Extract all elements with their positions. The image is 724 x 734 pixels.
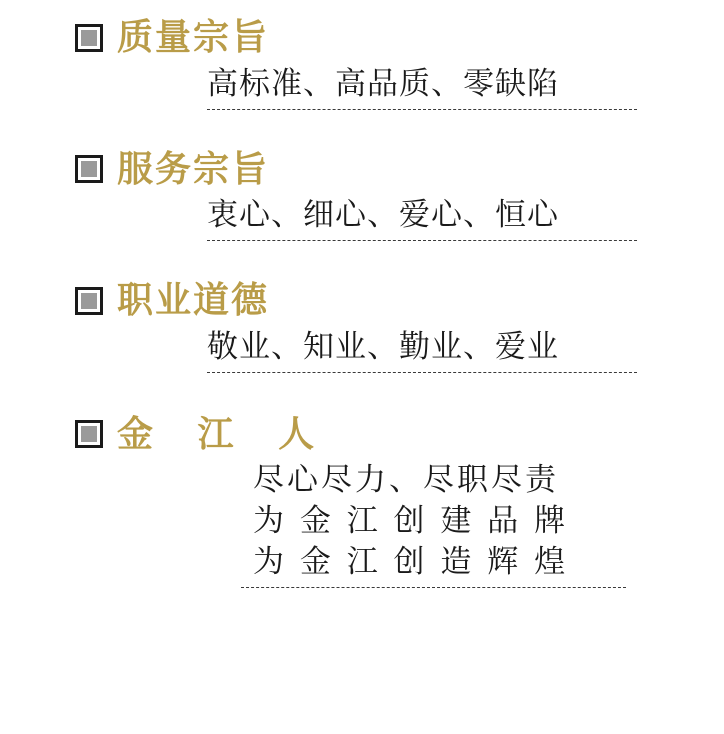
- body-line: 为 金 江 创 建 品 牌: [253, 503, 569, 539]
- filled-square-icon: [75, 24, 103, 52]
- section-professional-ethics: [75, 281, 684, 373]
- section-body: [75, 327, 684, 373]
- section-heading-row: [75, 18, 684, 58]
- section-heading: 职业道德: [117, 279, 270, 321]
- body-line: 为 金 江 创 造 辉 煌: [253, 543, 569, 580]
- section-body: [75, 64, 684, 110]
- section-heading: 服务宗旨: [117, 147, 270, 190]
- section-heading-row: [75, 147, 684, 190]
- section-heading: 质量宗旨: [117, 16, 270, 58]
- body-line: 尽心尽力、尽职尽责: [253, 462, 559, 499]
- dashed-divider: [207, 372, 637, 373]
- dashed-divider: [241, 587, 626, 588]
- body-line: 高标准、高品质、零缺陷: [207, 65, 559, 102]
- dashed-divider: [207, 240, 637, 241]
- section-jinjiang-people: [75, 412, 684, 588]
- section-heading-row: [75, 412, 684, 455]
- section-service-purpose: [75, 147, 684, 242]
- section-heading-row: [75, 281, 684, 321]
- section-body: [75, 460, 684, 588]
- filled-square-icon: [75, 155, 103, 183]
- filled-square-icon: [75, 287, 103, 315]
- section-heading: 金 江 人: [117, 412, 331, 455]
- body-line: 敬业、知业、勤业、爱业: [207, 328, 559, 365]
- dashed-divider: [207, 109, 637, 110]
- body-line: 衷心、细心、爱心、恒心: [207, 197, 559, 234]
- section-body: [75, 195, 684, 241]
- section-quality-purpose: [75, 18, 684, 110]
- filled-square-icon: [75, 420, 103, 448]
